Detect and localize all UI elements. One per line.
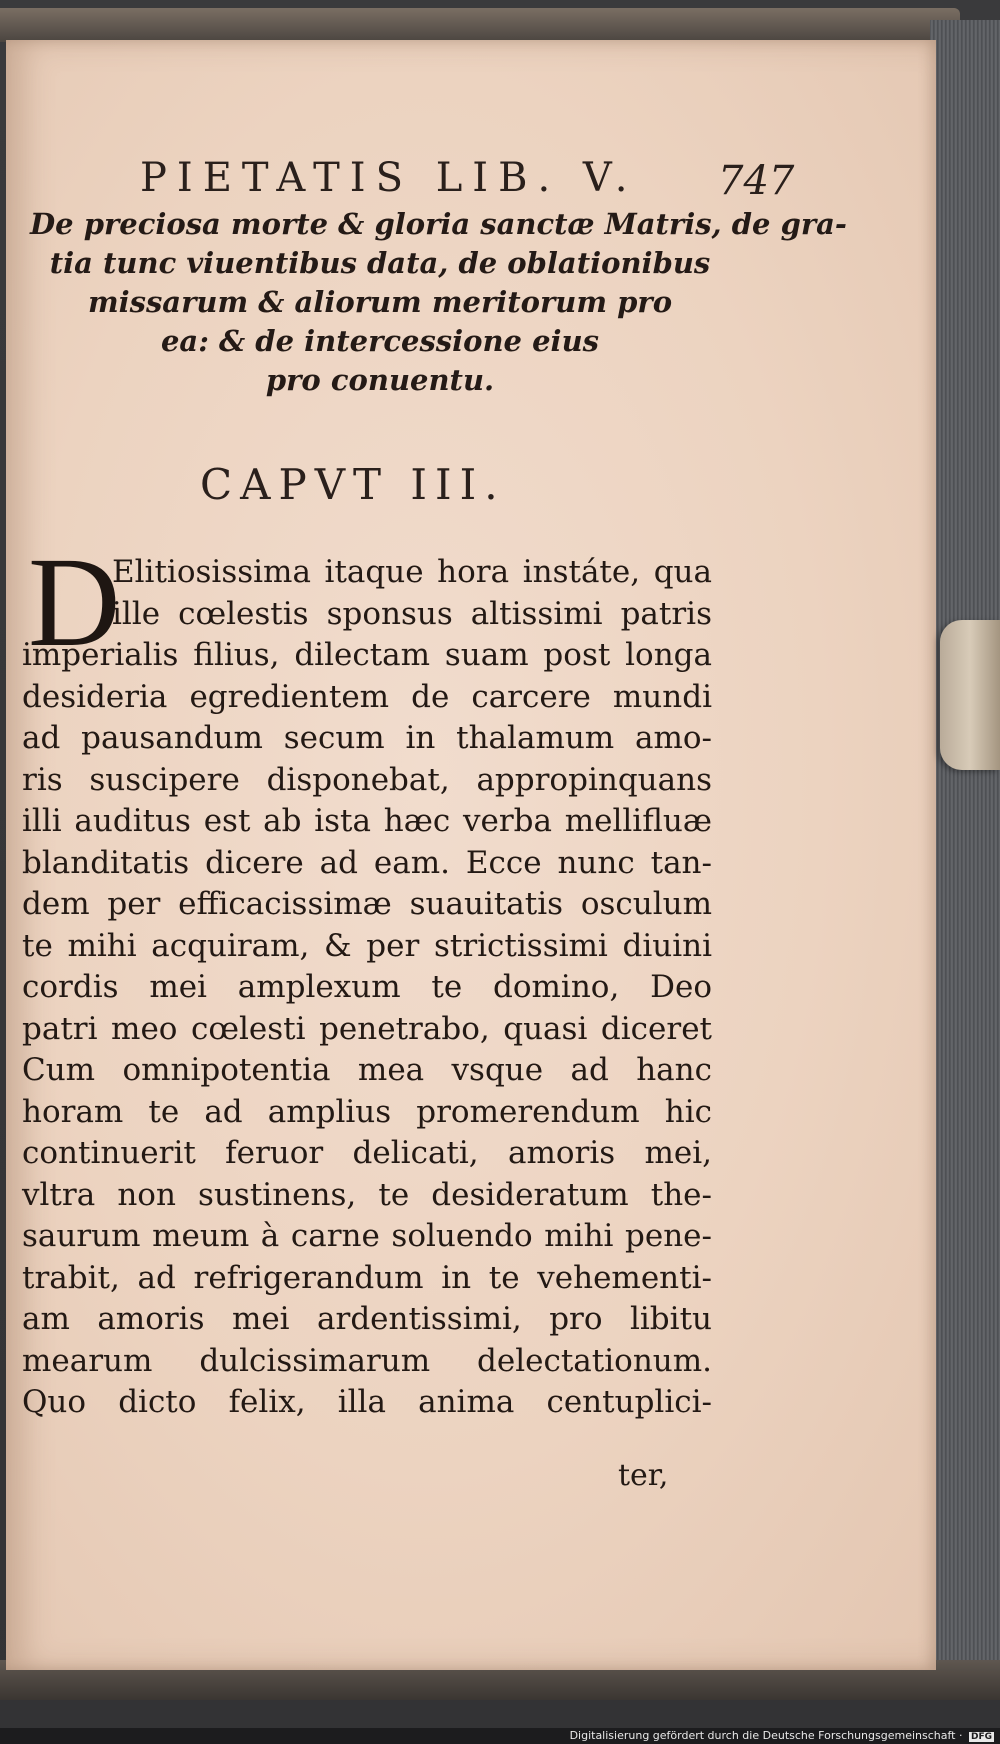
heading-line: tia tunc viuentibus data, de oblationibus xyxy=(49,246,711,280)
text-line: Quo dicto felix, illa anima centuplici- xyxy=(22,1384,712,1420)
text-line: te mihi acquiram, & per strictissimi diuini xyxy=(22,927,712,964)
text-line: mearum dulcissimarum delectationum. xyxy=(22,1342,712,1379)
catchword: ter, xyxy=(618,1458,669,1493)
text-line: horam te ad amplius promerendum hic xyxy=(22,1093,712,1130)
page-number: 747 xyxy=(718,158,795,204)
body-text xyxy=(22,552,712,1424)
text-line: blanditatis dicere ad eam. Ecce nunc tan- xyxy=(22,844,712,881)
footer-credit-text: Digitalisierung gefördert durch die Deutsche Forschungsgemeinschaft · xyxy=(569,1729,963,1742)
text-line: desideria egredientem de carcere mundi xyxy=(22,678,712,715)
text-line: trabit, ad refrigerandum in te vehementi- xyxy=(22,1259,712,1296)
book-fore-edge xyxy=(930,20,1000,1660)
drop-cap: D xyxy=(28,531,121,673)
running-head: PIETATIS LIB. V. xyxy=(140,155,638,201)
heading-line: ea: & de intercessione eius xyxy=(160,324,599,358)
text-line: dem per efficacissimæ suauitatis osculum xyxy=(22,886,712,922)
text-line: ille cœlestis sponsus altissimi patris xyxy=(112,595,712,632)
heading-line: De preciosa morte & gloria sanctæ Matris, de gra- xyxy=(30,207,847,241)
text-line: am amoris mei ardentissimi, pro libitu xyxy=(22,1301,712,1337)
footer-credit xyxy=(570,1729,994,1742)
text-line: Cum omnipotentia mea vsque ad hanc xyxy=(22,1052,712,1088)
dfg-logo: DFG xyxy=(970,1732,992,1742)
text-line: ad pausandum secum in thalamum amo- xyxy=(22,720,712,756)
text-line: cordis mei amplexum te domino, Deo xyxy=(22,969,712,1005)
chapter-heading xyxy=(30,205,847,400)
chapter-number: CAPVT III. xyxy=(200,460,506,509)
text-line: imperialis filius, dilectam suam post longa xyxy=(22,637,712,673)
page-clip xyxy=(940,620,1000,770)
text-line: vltra non sustinens, te desideratum the- xyxy=(22,1176,712,1213)
heading-line: pro conuentu. xyxy=(265,363,495,397)
text-line: illi auditus est ab ista hæc verba mellifluæ xyxy=(22,803,712,839)
text-line: ris suscipere disponebat, appropinquans xyxy=(22,761,712,798)
book-cover-edge xyxy=(0,8,960,42)
heading-line: missarum & aliorum meritorum pro xyxy=(87,285,673,319)
text-line: saurum meum à carne soluendo mihi pene- xyxy=(22,1218,712,1254)
text-line: continuerit feruor delicati, amoris mei, xyxy=(22,1135,712,1171)
text-line: Elitiosissima itaque hora instáte, qua xyxy=(112,554,712,590)
text-line: patri meo cœlesti penetrabo, quasi diceret xyxy=(22,1010,712,1047)
